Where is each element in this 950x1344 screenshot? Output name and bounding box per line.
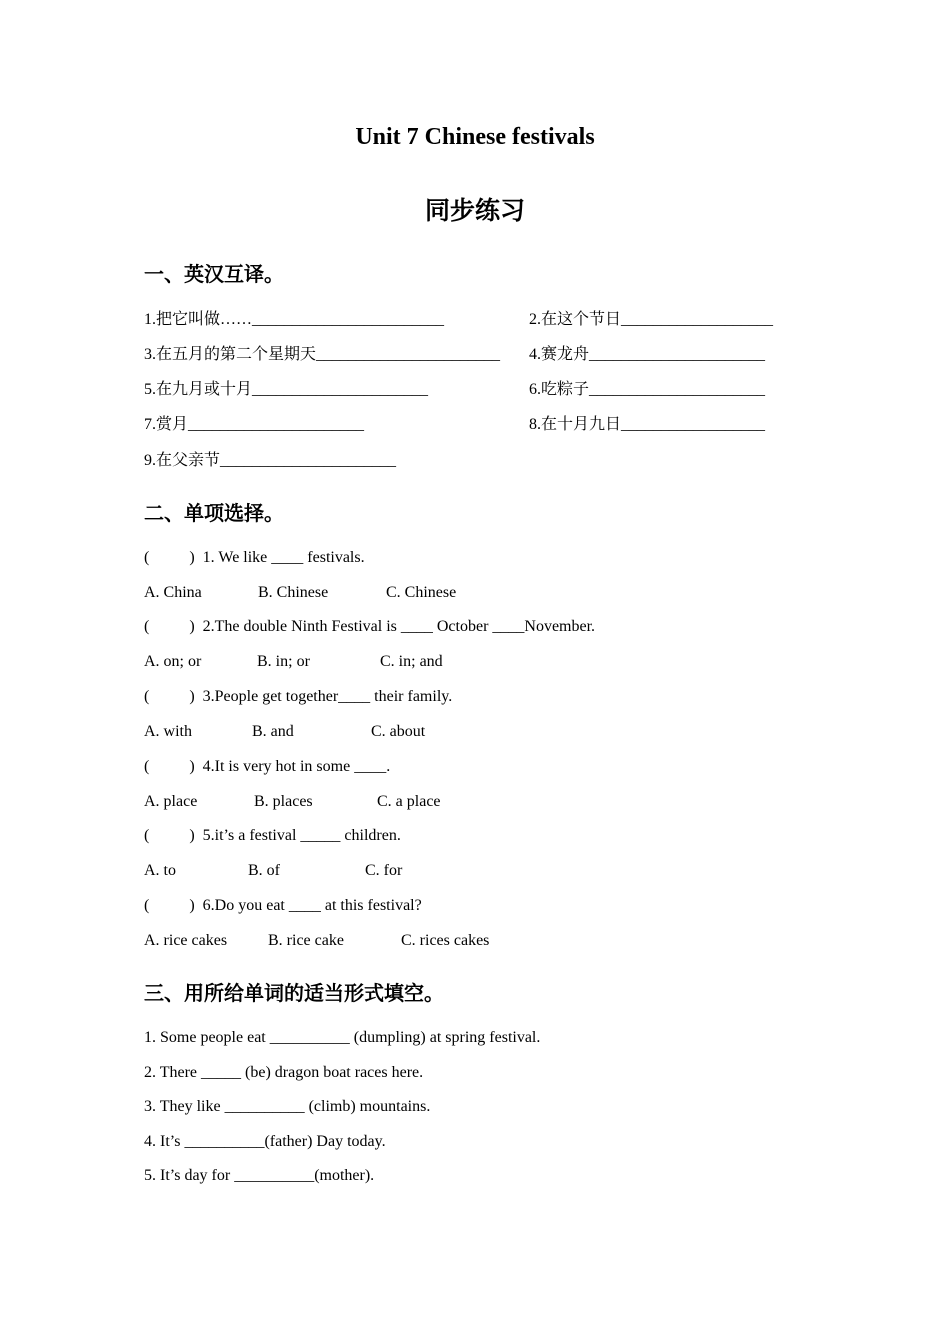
section-1-heading: 一、英汉互译。 xyxy=(144,262,284,286)
translation-item: 8.在十月九日__________________ xyxy=(529,416,766,433)
option-b: B. and xyxy=(252,723,294,740)
option-c: C. for xyxy=(365,862,403,879)
translation-item: 6.吃粽子______________________ xyxy=(529,381,766,398)
translation-item: 5.在九月或十月______________________ xyxy=(144,381,429,398)
option-c: C. Chinese xyxy=(386,584,457,601)
option-a: A. place xyxy=(144,793,198,810)
option-b: B. in; or xyxy=(257,653,310,670)
section-2-heading: 二、单项选择。 xyxy=(144,501,284,525)
fill-blank-item: 2. There _____ (be) dragon boat races here. xyxy=(144,1064,424,1081)
option-c: C. rices cakes xyxy=(401,932,490,949)
translation-item: 3.在五月的第二个星期天_______________________ xyxy=(144,346,501,363)
option-a: A. on; or xyxy=(144,653,202,670)
option-b: B. Chinese xyxy=(258,584,329,601)
fill-blank-item: 3. They like __________ (climb) mountains. xyxy=(144,1098,431,1115)
translation-item: 1.把它叫做……________________________ xyxy=(144,311,445,328)
option-c: C. in; and xyxy=(380,653,443,670)
option-c: C. about xyxy=(371,723,426,740)
option-b: B. rice cake xyxy=(268,932,344,949)
question-stem: ( ) 6.Do you eat ____ at this festival? xyxy=(144,897,422,914)
option-a: A. rice cakes xyxy=(144,932,228,949)
translation-item: 2.在这个节日___________________ xyxy=(529,311,774,328)
translation-item: 4.赛龙舟______________________ xyxy=(529,346,766,363)
option-b: B. places xyxy=(254,793,313,810)
question-stem: ( ) 2.The double Ninth Festival is ____ October ____November. xyxy=(144,618,596,635)
translation-item: 9.在父亲节______________________ xyxy=(144,452,397,469)
fill-blank-item: 4. It’s __________(father) Day today. xyxy=(144,1133,386,1150)
fill-blank-item: 1. Some people eat __________ (dumpling) at spring festival. xyxy=(144,1029,541,1046)
option-a: A. China xyxy=(144,584,202,601)
document-title: Unit 7 Chinese festivals xyxy=(355,124,595,150)
question-stem: ( ) 5.it’s a festival _____ children. xyxy=(144,827,401,844)
option-c: C. a place xyxy=(377,793,441,810)
question-stem: ( ) 1. We like ____ festivals. xyxy=(144,549,365,566)
translation-item: 7.赏月______________________ xyxy=(144,416,365,433)
option-b: B. of xyxy=(248,862,280,879)
fill-blank-item: 5. It’s day for __________(mother). xyxy=(144,1167,375,1184)
option-a: A. to xyxy=(144,862,176,879)
section-3-heading: 三、用所给单词的适当形式填空。 xyxy=(144,981,444,1005)
question-stem: ( ) 3.People get together____ their family. xyxy=(144,688,453,705)
document-subtitle: 同步练习 xyxy=(424,196,525,225)
question-stem: ( ) 4.It is very hot in some ____. xyxy=(144,758,391,775)
option-a: A. with xyxy=(144,723,192,740)
